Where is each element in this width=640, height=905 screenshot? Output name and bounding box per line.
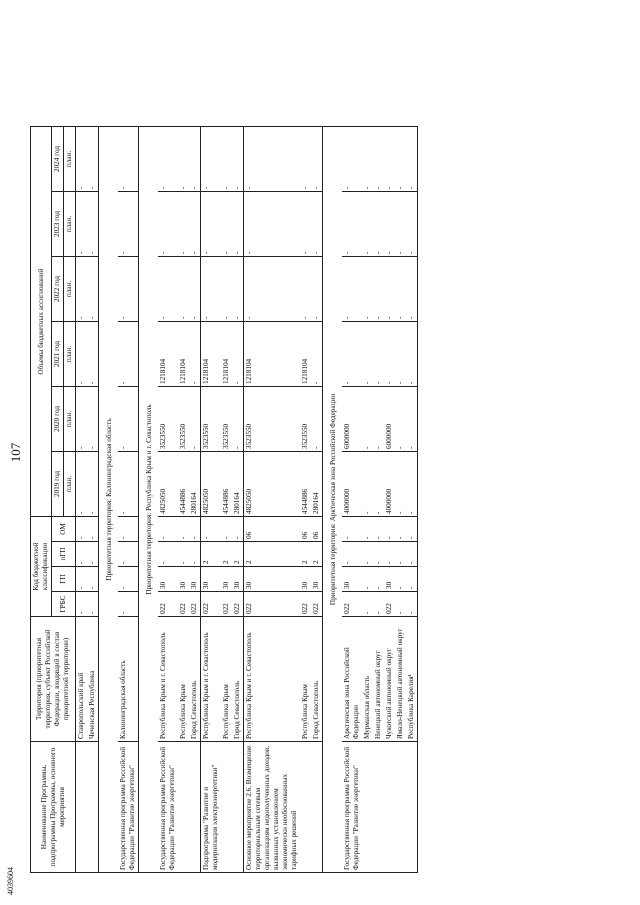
cell-plan-value: -	[189, 127, 201, 192]
cell-program-name	[395, 742, 406, 873]
cell-pgp: -	[384, 542, 395, 567]
cell-pgp: -	[189, 542, 201, 567]
cell-grbs: 022	[244, 592, 301, 617]
cell-plan-value: -	[395, 192, 406, 257]
cell-om: -	[118, 517, 139, 542]
cell-grbs: 022	[342, 592, 362, 617]
cell-plan-value: 3523550	[221, 387, 232, 452]
cell-territory: Ямало-Ненецкий автономный округ	[395, 617, 406, 742]
cell-plan-value: -	[384, 322, 395, 387]
cell-plan-value: -	[395, 127, 406, 192]
cell-pgp: 2	[201, 542, 222, 567]
cell-pgp: -	[118, 542, 139, 567]
cell-grbs: -	[76, 592, 88, 617]
cell-plan-value: 4825050	[244, 452, 301, 517]
document-code: 4039604	[6, 867, 15, 895]
header-om: ОМ	[52, 517, 76, 542]
cell-om: -	[342, 517, 362, 542]
cell-plan-value: -	[87, 452, 99, 517]
cell-plan-value: -	[384, 127, 395, 192]
cell-program-name	[189, 742, 201, 873]
cell-om: 06	[311, 517, 323, 542]
cell-plan-value: 3523550	[201, 387, 222, 452]
cell-pgp: 2	[311, 542, 323, 567]
cell-program-name	[384, 742, 395, 873]
cell-grbs: 022	[300, 592, 311, 617]
header-year: 2020 год	[52, 387, 64, 452]
cell-plan-value: -	[232, 387, 244, 452]
cell-grbs: -	[373, 592, 384, 617]
cell-plan-value: -	[76, 257, 88, 322]
cell-plan-value: -	[87, 387, 99, 452]
cell-plan-value: -	[76, 127, 88, 192]
cell-plan-value: -	[221, 127, 232, 192]
cell-territory: Ставропольский край	[76, 617, 88, 742]
cell-gp: -	[406, 567, 418, 592]
cell-program-name: Государственная программа Российской Федерации "Развитие энергетики"	[158, 742, 178, 873]
table-row	[311, 127, 323, 873]
header-name: Наименование Программы, подпрограммы Программы, основного мероприятия	[31, 742, 76, 873]
cell-territory: Республика Крым и г. Севастополь	[201, 617, 222, 742]
table-row	[342, 127, 362, 873]
cell-gp: 30	[384, 567, 395, 592]
cell-plan-value: 4544886	[300, 452, 311, 517]
cell-plan-value: -	[373, 387, 384, 452]
budget-table	[30, 126, 418, 873]
header-year: 2019 год	[52, 452, 64, 517]
cell-territory: Ненецкий автономный округ	[373, 617, 384, 742]
cell-gp: 30	[300, 567, 311, 592]
priority-territory-row	[323, 127, 343, 873]
header-year: 2023 год	[52, 192, 64, 257]
cell-program-name: Государственная программа Российской Федерации "Развитие энергетики"	[342, 742, 362, 873]
cell-plan-value: 4000000	[384, 452, 395, 517]
cell-plan-value: -	[395, 257, 406, 322]
cell-program-name	[373, 742, 384, 873]
cell-om: -	[384, 517, 395, 542]
cell-om: 06	[244, 517, 301, 542]
cell-plan-value: -	[201, 257, 222, 322]
cell-plan-value: -	[87, 192, 99, 257]
priority-territory-row	[99, 127, 119, 873]
cell-territory: Арктическая зона Российской Федерации	[342, 617, 362, 742]
cell-grbs: -	[362, 592, 373, 617]
cell-plan-value: -	[87, 322, 99, 387]
priority-territory-label: Приоритетная территория: Арктическая зона Российской Федерации	[323, 127, 343, 873]
cell-program-name	[311, 742, 323, 873]
cell-program-name	[178, 742, 189, 873]
cell-plan-value: -	[373, 452, 384, 517]
cell-plan-value: -	[76, 192, 88, 257]
cell-om: -	[158, 517, 178, 542]
cell-plan-value: 3523550	[244, 387, 301, 452]
cell-plan-value: 3523550	[158, 387, 178, 452]
cell-plan-value: 280164	[311, 452, 323, 517]
table-row	[384, 127, 395, 873]
cell-pgp: 2	[232, 542, 244, 567]
cell-plan-value: -	[158, 257, 178, 322]
cell-gp: 30	[158, 567, 178, 592]
cell-plan-value: -	[158, 127, 178, 192]
cell-program-name	[76, 742, 88, 873]
table-row	[232, 127, 244, 873]
cell-program-name	[362, 742, 373, 873]
cell-gp: -	[118, 567, 139, 592]
cell-plan-value: 1218104	[201, 322, 222, 387]
cell-territory: Город Севастополь	[189, 617, 201, 742]
cell-plan-value: -	[311, 322, 323, 387]
cell-gp: -	[87, 567, 99, 592]
cell-gp: 30	[221, 567, 232, 592]
cell-om: -	[76, 517, 88, 542]
cell-plan-value: -	[118, 127, 139, 192]
cell-grbs: 022	[232, 592, 244, 617]
header-plan: план.	[64, 127, 76, 192]
table-row	[406, 127, 418, 873]
priority-territory-label: Приоритетная территория: Калининградская область	[99, 127, 119, 873]
cell-territory: Чукотский автономный округ	[384, 617, 395, 742]
cell-om: -	[373, 517, 384, 542]
cell-plan-value: 3523550	[178, 387, 189, 452]
cell-gp: 30	[311, 567, 323, 592]
cell-om: -	[201, 517, 222, 542]
cell-plan-value: 1218104	[158, 322, 178, 387]
table-row	[244, 127, 301, 873]
cell-plan-value: -	[311, 387, 323, 452]
cell-plan-value: -	[76, 452, 88, 517]
cell-plan-value: 4825050	[158, 452, 178, 517]
cell-grbs: 022	[158, 592, 178, 617]
cell-plan-value: 3523550	[300, 387, 311, 452]
cell-plan-value: -	[311, 127, 323, 192]
cell-plan-value: 4544886	[221, 452, 232, 517]
cell-plan-value: -	[300, 257, 311, 322]
cell-pgp: -	[158, 542, 178, 567]
cell-plan-value: -	[395, 387, 406, 452]
cell-plan-value: -	[201, 127, 222, 192]
cell-territory: Республика Крым и г. Севастополь	[158, 617, 178, 742]
cell-plan-value: -	[87, 257, 99, 322]
table-row	[395, 127, 406, 873]
cell-plan-value: 4000000	[342, 452, 362, 517]
header-plan: план.	[64, 322, 76, 387]
priority-territory-label: Приоритетная территория: Республика Крым и г. Севастополь	[139, 127, 159, 873]
cell-plan-value: -	[373, 257, 384, 322]
cell-pgp: -	[87, 542, 99, 567]
cell-plan-value: 1218104	[178, 322, 189, 387]
header-year: 2024 год	[52, 127, 64, 192]
priority-territory-row	[139, 127, 159, 873]
cell-program-name: Основное мероприятие 2.6. Возмещение территориальным сетевым организациям недополученных доходов, вызванных установлением экономически необоснованных тарифных решений	[244, 742, 301, 873]
cell-plan-value: 280164	[189, 452, 201, 517]
cell-program-name	[221, 742, 232, 873]
cell-plan-value: -	[178, 127, 189, 192]
cell-plan-value: 6000000	[342, 387, 362, 452]
cell-plan-value: -	[373, 322, 384, 387]
cell-gp: -	[395, 567, 406, 592]
cell-plan-value: -	[232, 127, 244, 192]
cell-plan-value: -	[178, 192, 189, 257]
cell-pgp: -	[178, 542, 189, 567]
table-row	[158, 127, 178, 873]
cell-plan-value: -	[342, 322, 362, 387]
cell-plan-value: 4825050	[201, 452, 222, 517]
cell-plan-value: 1218104	[300, 322, 311, 387]
cell-plan-value: -	[395, 452, 406, 517]
cell-plan-value: 280164	[232, 452, 244, 517]
cell-plan-value: -	[373, 127, 384, 192]
cell-grbs: -	[118, 592, 139, 617]
cell-plan-value: -	[221, 257, 232, 322]
cell-plan-value: -	[362, 192, 373, 257]
cell-plan-value: 1218104	[221, 322, 232, 387]
header-year: 2022 год	[52, 257, 64, 322]
cell-plan-value: -	[118, 257, 139, 322]
cell-plan-value: -	[406, 127, 418, 192]
header-year: 2021 год	[52, 322, 64, 387]
cell-plan-value: -	[384, 192, 395, 257]
cell-pgp: -	[362, 542, 373, 567]
cell-program-name	[300, 742, 311, 873]
header-gp: ГП	[52, 567, 76, 592]
cell-om: -	[87, 517, 99, 542]
cell-om: -	[406, 517, 418, 542]
header-plan: план.	[64, 452, 76, 517]
cell-plan-value: -	[118, 452, 139, 517]
cell-territory: Республика Крым и г. Севастополь	[244, 617, 301, 742]
cell-territory: Республика Крым	[221, 617, 232, 742]
header-plan: план.	[64, 387, 76, 452]
page-number: 107	[8, 442, 23, 463]
header-budget-volume: Объемы бюджетных ассигнований	[31, 127, 52, 517]
cell-plan-value: -	[76, 322, 88, 387]
cell-plan-value: -	[244, 257, 301, 322]
header-territory: Территория (приоритетная территория, субъект Российской Федерации, входящий в состав приоритетной территории)	[31, 617, 76, 742]
cell-om: 06	[300, 517, 311, 542]
cell-plan-value: -	[362, 452, 373, 517]
cell-grbs: 022	[384, 592, 395, 617]
cell-pgp: -	[373, 542, 384, 567]
table-row	[189, 127, 201, 873]
cell-plan-value: -	[362, 387, 373, 452]
cell-plan-value: -	[232, 192, 244, 257]
table-row	[300, 127, 311, 873]
cell-plan-value: -	[189, 192, 201, 257]
cell-program-name	[406, 742, 418, 873]
cell-plan-value: -	[406, 192, 418, 257]
cell-program-name	[232, 742, 244, 873]
cell-om: -	[189, 517, 201, 542]
cell-territory: Мурманская область	[362, 617, 373, 742]
cell-plan-value: -	[373, 192, 384, 257]
cell-grbs: 022	[201, 592, 222, 617]
cell-territory: Город Севастополь	[311, 617, 323, 742]
cell-plan-value: -	[311, 257, 323, 322]
cell-gp: -	[76, 567, 88, 592]
cell-plan-value: -	[406, 322, 418, 387]
cell-plan-value: -	[395, 322, 406, 387]
cell-plan-value: -	[189, 257, 201, 322]
cell-pgp: -	[395, 542, 406, 567]
cell-plan-value: -	[189, 322, 201, 387]
cell-territory: Республика Крым	[178, 617, 189, 742]
cell-gp: -	[373, 567, 384, 592]
table-row	[118, 127, 139, 873]
cell-pgp: -	[76, 542, 88, 567]
cell-plan-value: -	[158, 192, 178, 257]
cell-om: -	[362, 517, 373, 542]
cell-plan-value: -	[300, 127, 311, 192]
header-plan: план.	[64, 192, 76, 257]
header-grbs: ГРБС	[52, 592, 76, 617]
cell-plan-value: -	[311, 192, 323, 257]
cell-territory: Калининградская область	[118, 617, 139, 742]
cell-om: -	[395, 517, 406, 542]
cell-plan-value: -	[362, 257, 373, 322]
cell-pgp: -	[406, 542, 418, 567]
cell-plan-value: -	[232, 257, 244, 322]
cell-plan-value: -	[76, 387, 88, 452]
cell-om: -	[232, 517, 244, 542]
cell-plan-value: -	[406, 452, 418, 517]
cell-plan-value: -	[201, 192, 222, 257]
cell-plan-value: 4544886	[178, 452, 189, 517]
cell-plan-value: -	[342, 257, 362, 322]
cell-plan-value: -	[342, 192, 362, 257]
cell-grbs: -	[406, 592, 418, 617]
cell-plan-value: -	[118, 322, 139, 387]
cell-plan-value: -	[244, 127, 301, 192]
cell-program-name	[87, 742, 99, 873]
table-row	[201, 127, 222, 873]
cell-gp: 30	[189, 567, 201, 592]
table-row	[76, 127, 88, 873]
cell-territory: Республика Крым	[300, 617, 311, 742]
cell-plan-value: -	[118, 387, 139, 452]
cell-plan-value: -	[362, 322, 373, 387]
cell-om: -	[178, 517, 189, 542]
cell-grbs: 022	[221, 592, 232, 617]
cell-plan-value: -	[178, 257, 189, 322]
cell-plan-value: 6000000	[384, 387, 395, 452]
cell-plan-value: -	[342, 127, 362, 192]
cell-territory: Город Севастополь	[232, 617, 244, 742]
cell-gp: 30	[178, 567, 189, 592]
cell-pgp: 2	[221, 542, 232, 567]
cell-territory: Республика Карелия¹	[406, 617, 418, 742]
cell-grbs: 022	[178, 592, 189, 617]
cell-gp: -	[362, 567, 373, 592]
table-row	[362, 127, 373, 873]
cell-plan-value: -	[244, 192, 301, 257]
table-row	[221, 127, 232, 873]
cell-grbs: 022	[311, 592, 323, 617]
cell-plan-value: -	[221, 192, 232, 257]
cell-grbs: 022	[189, 592, 201, 617]
cell-grbs: -	[87, 592, 99, 617]
table-body	[76, 127, 418, 873]
cell-om: -	[221, 517, 232, 542]
header-pgp: пГП	[52, 542, 76, 567]
table-row	[178, 127, 189, 873]
cell-plan-value: 1218104	[244, 322, 301, 387]
cell-plan-value: -	[189, 387, 201, 452]
cell-gp: 30	[342, 567, 362, 592]
cell-plan-value: -	[300, 192, 311, 257]
cell-program-name: Государственная программа Российской Федерации "Развитие энергетики"	[118, 742, 139, 873]
cell-pgp: -	[342, 542, 362, 567]
cell-plan-value: -	[406, 257, 418, 322]
cell-pgp: 2	[300, 542, 311, 567]
cell-gp: 30	[244, 567, 301, 592]
cell-plan-value: -	[87, 127, 99, 192]
cell-program-name: Подпрограмма "Развитие и модернизация электроэнергетики"	[201, 742, 222, 873]
cell-pgp: 2	[244, 542, 301, 567]
table-row	[373, 127, 384, 873]
table-row	[87, 127, 99, 873]
cell-plan-value: -	[232, 322, 244, 387]
cell-plan-value: -	[362, 127, 373, 192]
cell-grbs: -	[395, 592, 406, 617]
cell-territory: Чеченская Республика	[87, 617, 99, 742]
cell-plan-value: -	[118, 192, 139, 257]
cell-gp: 30	[232, 567, 244, 592]
cell-plan-value: -	[384, 257, 395, 322]
cell-gp: 30	[201, 567, 222, 592]
cell-plan-value: -	[406, 387, 418, 452]
header-plan: план.	[64, 257, 76, 322]
header-budget-code: Код бюджетной классификации	[31, 517, 52, 617]
